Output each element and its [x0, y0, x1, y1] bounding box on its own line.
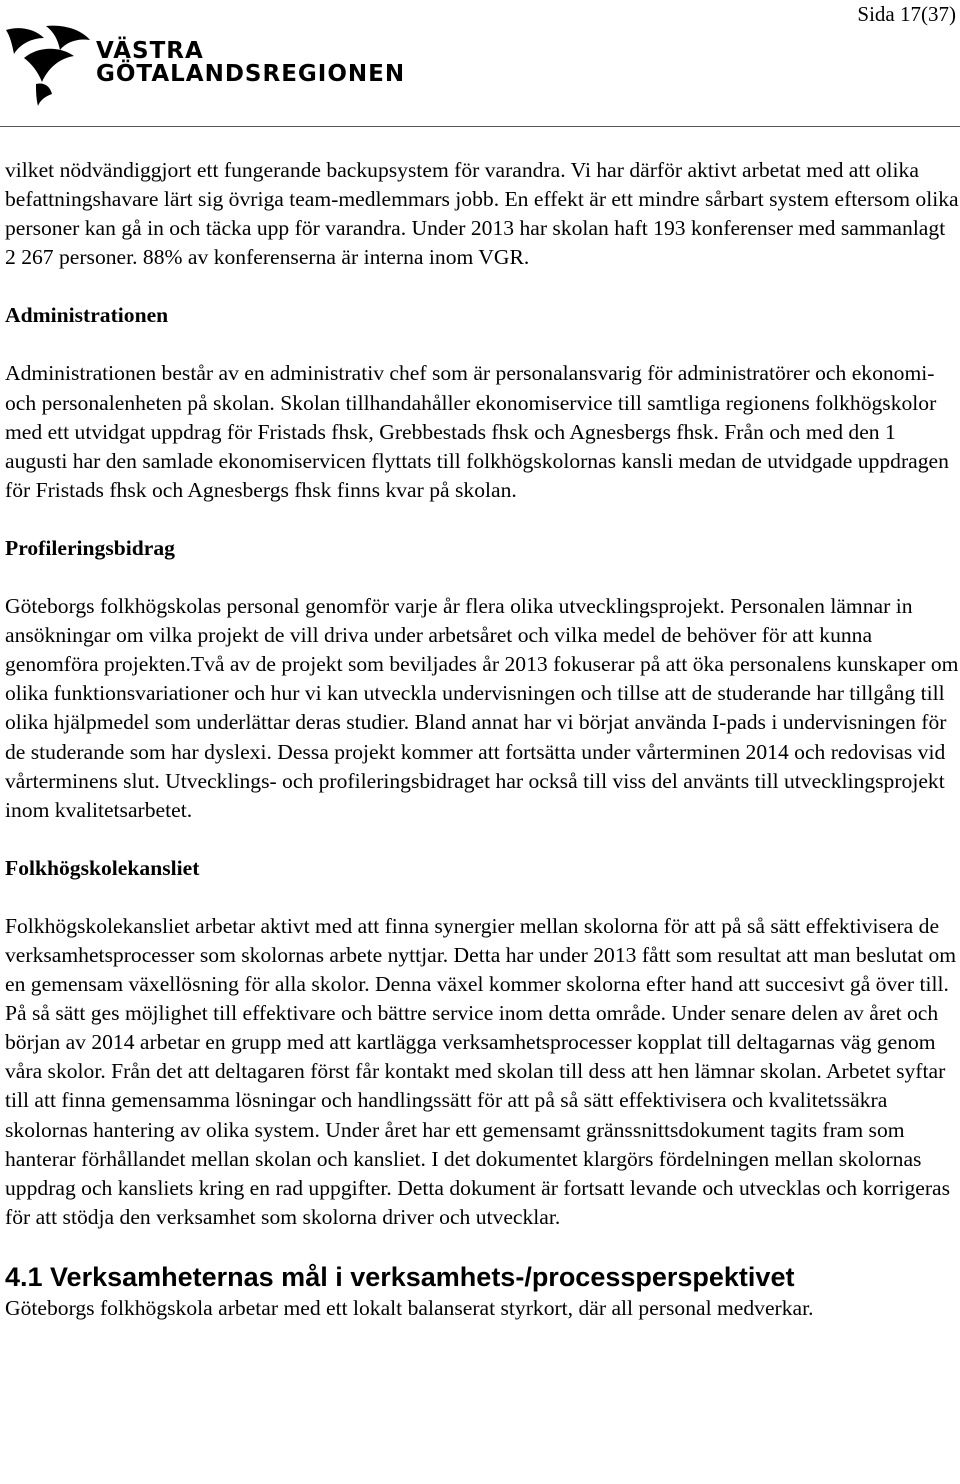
header-divider [0, 126, 960, 127]
administration-paragraph: Administrationen består av en administrativ chef som är personalansvarig för administratörer och ekonomi- och personalenheten på skolan. Skolan tillhandahåller ekonomiservice till samtliga regionens folkhögskolor med ett utvidgat uppdrag för Fristads fhsk, Grebbestads fhsk och Agnesbergs fhsk. Från och med den 1 augusti har den samlade ekonomiservicen flyttats till folkhögskolornas kansli medan de utvidgade uppdragen för Fristads fhsk och Agnesbergs fhsk finns kvar på skolan. [5, 361, 949, 502]
document-body [5, 156, 960, 1323]
chapter-paragraph: Göteborgs folkhögskola arbetar med ett lokalt balanserat styrkort, där all personal medverkar. [5, 1295, 814, 1320]
page-number: Sida 17(37) [857, 2, 956, 26]
chapter-heading: 4.1 Verksamheternas mål i verksamhets-/processperspektivet [5, 1261, 795, 1292]
section-heading-folkhogskolekansliet: Folkhögskolekansliet [5, 855, 200, 880]
profileringsbidrag-paragraph: Göteborgs folkhögskolas personal genomför varje år flera olika utvecklingsprojekt. Personalen lämnar in ansökningar om vilka projekt de vill driva under arbetsåret och vilka medel de behöver för att kunna genomföra projekten.Två av de projekt som beviljades år 2013 fokuserar på att öka personalens kunskaper om olika funktionsvariationer och hur vi kan utveckla undervisningen och tillse att de studerande har tillgång till olika hjälpmedel som underlättar deras studier. Bland annat har vi börjat använda I-pads i undervisningen för de studerande som har dyslexi. Dessa projekt kommer att fortsätta under vårterminen 2014 och redovisas vid vårterminens slut. Utvecklings- och profileringsbidraget har också till viss del använts till utvecklingsprojekt inom kvalitetsarbetet. [5, 594, 959, 822]
intro-paragraph: vilket nödvändiggjort ett fungerande backupsystem för varandra. Vi har därför aktivt arbetat med att olika befattningshavare lärt sig övriga team-medlemmars jobb. En effekt är ett mindre sårbart system eftersom olika personer kan gå in och täcka upp för varandra. Under 2013 har skolan haft 193 konferenser med sammanlagt 2 267 personer. 88% av konferenserna är interna inom VGR. [5, 158, 959, 270]
folkhogskolekansliet-paragraph: Folkhögskolekansliet arbetar aktivt med att finna synergier mellan skolorna för att på så sätt effektivisera de verksamhetsprocesser som skolornas arbete nyttjar. Detta har under 2013 fått som resultat att man beslutat om en gemensam växellösning för alla skolor. Denna växel kommer skolorna efter hand att succesivt gå över till. På så sätt ges möjlighet till effektivare och bättre service inom detta område. Under senare delen av året och början av 2014 arbetar en grupp med att kartlägga verksamhetsprocesser kopplat till deltagarnas väg genom våra skolor. Från det att deltagaren först får kontakt med skolan till dess att hen lämnar skolan. Arbetet syftar till att finna gemensamma lösningar och handlingssätt för att på så sätt effektivisera och kvalitetssäkra skolornas hantering av olika system. Under året har ett gemensamt gränssnittsdokument tagits fram som hanterar förhållandet mellan skolan och kansliet. I det dokumentet klargörs fördelningen mellan skolornas uppdrag och kansliets kring en rad uppgifter. Detta dokument är fortsatt levande och utvecklas och korrigeras för att stödja den verksamhet som skolorna driver och utvecklar. [5, 913, 957, 1229]
section-heading-profileringsbidrag: Profileringsbidrag [5, 535, 175, 560]
logo-line-2: GÖTALANDSREGIONEN [96, 61, 406, 87]
region-emblem-icon [4, 24, 94, 106]
logo-line-1: VÄSTRA [96, 38, 204, 64]
section-heading-administrationen: Administrationen [5, 303, 169, 328]
vastra-gotalandsregionen-logo [4, 24, 406, 104]
